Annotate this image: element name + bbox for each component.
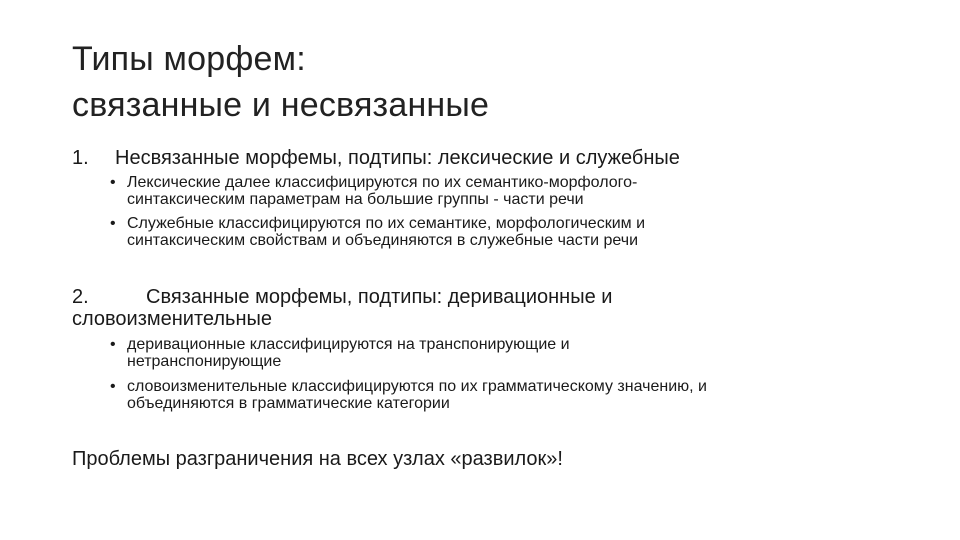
section1-bullet1-line1: Лексические далее классифицируются по их семантико-морфолого- [127,174,638,191]
section1-bullet2-line1: Служебные классифицируются по их семантике, морфологическим и [127,215,646,232]
slide-title [72,36,892,128]
section1-heading: Несвязанные морфемы, подтипы: лексические и служебные [115,147,680,169]
section2-bullet1-line2: нетранспонирующие [127,353,282,370]
bullet-icon: • [110,336,116,353]
section2-heading-line2: словоизменительные [72,308,272,330]
section1-bullet1-line2: синтаксическим параметрам на большие группы - части речи [127,191,584,208]
section2-bullet2-line1: словоизменительные классифицируются по их грамматическому значению, и [127,378,707,395]
title-line-2: связанные и несвязанные [72,86,490,124]
section2-bullet1-line1: деривационные классифицируются на транспонирующие и [127,336,570,353]
section1-number: 1. [72,147,89,169]
bullet-icon: • [110,378,116,395]
section2-heading-line1: Связанные морфемы, подтипы: деривационные и [146,286,613,308]
section1-bullet2-line2: синтаксическим свойствам и объединяются в служебные части речи [127,232,639,249]
section2-bullet2-line2: объединяются в грамматические категории [127,395,450,412]
bullet-icon: • [110,174,116,191]
section2-number: 2. [72,286,89,308]
bullet-icon: • [110,215,116,232]
title-line-1: Типы морфем: [72,40,306,78]
conclusion-text: Проблемы разграничения на всех узлах «развилок»! [72,448,563,470]
